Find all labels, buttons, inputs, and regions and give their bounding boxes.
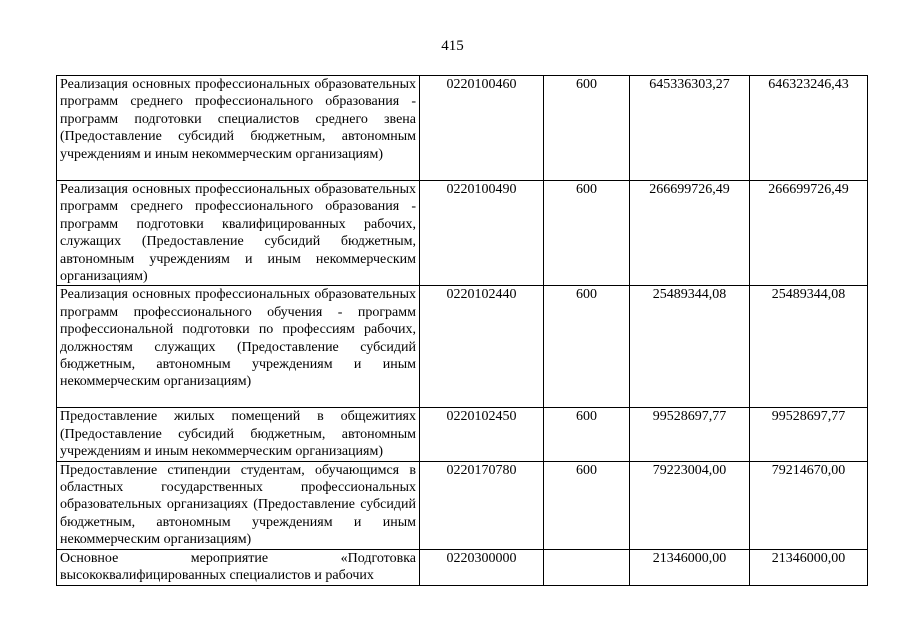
row-value-1: 99528697,77 <box>630 408 750 461</box>
row-expense-type: 600 <box>544 181 630 286</box>
row-value-2: 99528697,77 <box>750 408 868 461</box>
row-name: Реализация основных профессиональных образовательных программ среднего профессионального образования - программ подготовки квалифицированных рабочих, служащих (Предоставление субсидий бюджетным, автономным учреждениям и иным некоммерческим организациям) <box>60 182 416 285</box>
row-value-2: 646323246,43 <box>750 76 868 181</box>
budget-table <box>56 75 868 586</box>
row-expense-type: 600 <box>544 286 630 408</box>
row-value-1: 266699726,49 <box>630 181 750 286</box>
table-row <box>57 408 868 461</box>
row-name: Предоставление жилых помещений в общежитиях (Предоставление субсидий бюджетным, автономным учреждениям и иным некоммерческим организациям) <box>60 409 416 460</box>
table-row <box>57 286 868 408</box>
row-code: 0220300000 <box>420 549 544 585</box>
row-name-cell <box>57 408 420 461</box>
row-value-1: 25489344,08 <box>630 286 750 408</box>
table-row <box>57 76 868 181</box>
row-name-cell <box>57 549 420 585</box>
row-code: 0220102450 <box>420 408 544 461</box>
row-expense-type <box>544 549 630 585</box>
page-number: 415 <box>441 38 464 54</box>
table-row <box>57 181 868 286</box>
row-code: 0220102440 <box>420 286 544 408</box>
row-value-1: 645336303,27 <box>630 76 750 181</box>
row-code: 0220100490 <box>420 181 544 286</box>
row-name-cell <box>57 76 420 181</box>
row-code: 0220170780 <box>420 461 544 549</box>
row-code: 0220100460 <box>420 76 544 181</box>
row-value-2: 25489344,08 <box>750 286 868 408</box>
row-name: Реализация основных профессиональных образовательных программ профессионального обучения - программ профессиональной подготовки по профессиям рабочих, должностям служащих (Предоставление субсидий бюджетным, автономным учреждениям и иным некоммерческим организациям) <box>60 287 416 390</box>
row-value-2: 266699726,49 <box>750 181 868 286</box>
row-expense-type: 600 <box>544 408 630 461</box>
row-value-1: 79223004,00 <box>630 461 750 549</box>
table-row <box>57 461 868 549</box>
row-expense-type: 600 <box>544 461 630 549</box>
row-expense-type: 600 <box>544 76 630 181</box>
row-name: Реализация основных профессиональных образовательных программ среднего профессионального образования - программ подготовки специалистов среднего звена (Предоставление субсидий бюджетным, автономным учреждениям и иным некоммерческим организациям) <box>60 77 416 162</box>
row-name: Предоставление стипендии студентам, обучающимся в областных государственных профессиональных образовательных организациях (Предоставление субсидий бюджетным, автономным учреждениям и иным некоммерческим организациям) <box>60 462 416 548</box>
row-value-2: 21346000,00 <box>750 549 868 585</box>
row-value-2: 79214670,00 <box>750 461 868 549</box>
row-name: Основное мероприятие «Подготовка высококвалифицированных специалистов и рабочих <box>60 550 416 584</box>
row-name-cell <box>57 461 420 549</box>
row-name-cell <box>57 181 420 286</box>
row-value-1: 21346000,00 <box>630 549 750 585</box>
table-row <box>57 549 868 585</box>
row-name-cell <box>57 286 420 408</box>
